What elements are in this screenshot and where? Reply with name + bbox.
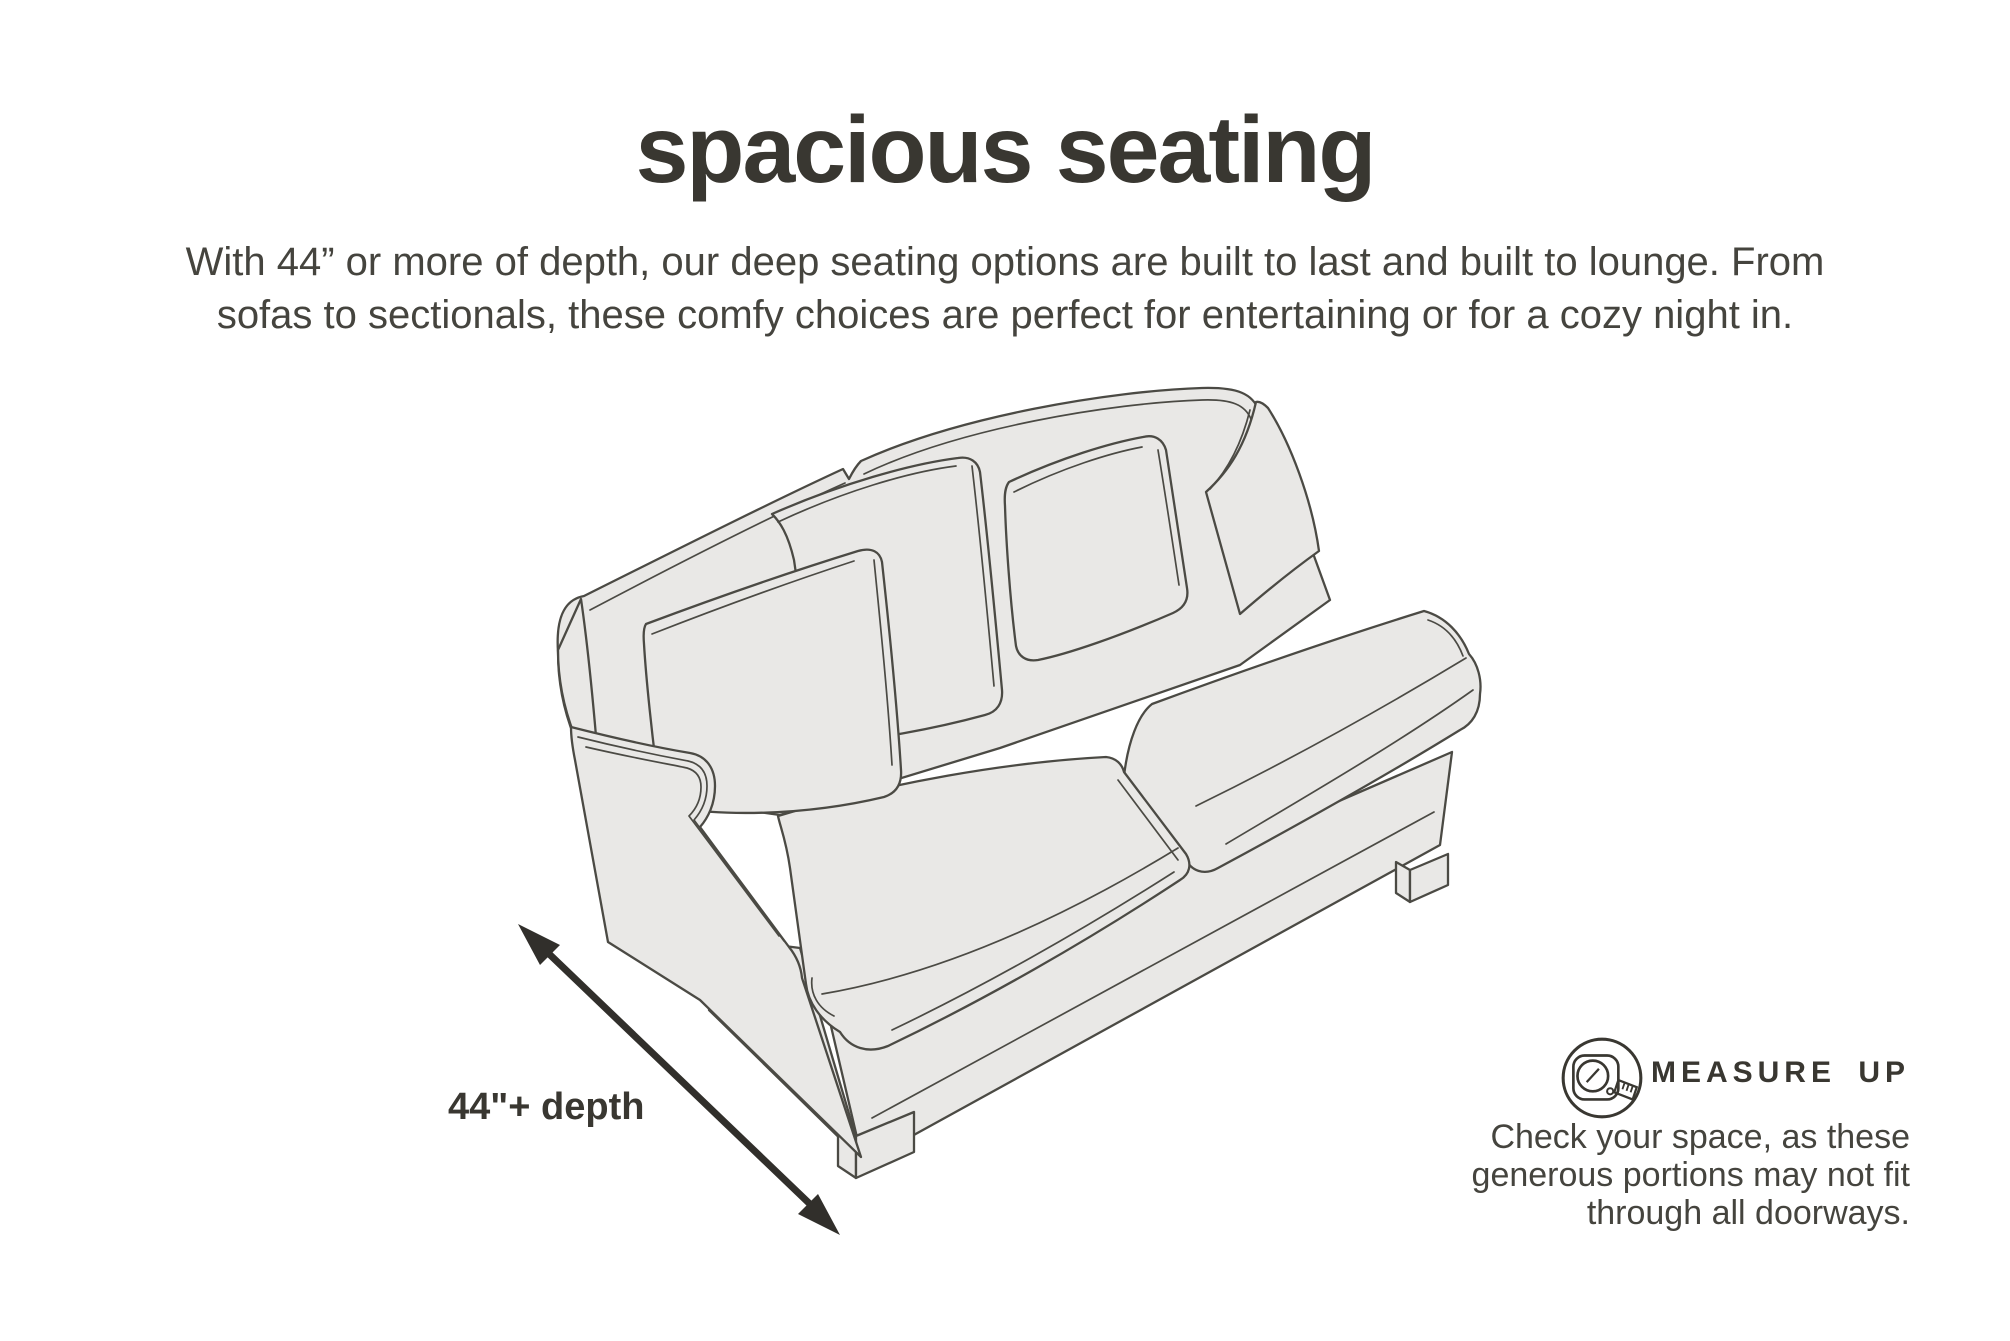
measure-up-heading: MEASURE UP xyxy=(1650,1056,1910,1089)
intro-line-1: With 44” or more of depth, our deep seating options are built to last and built to lounge. From xyxy=(185,240,1825,284)
measure-up-note xyxy=(1470,1118,1910,1232)
measure-up-section xyxy=(1470,1056,1910,1232)
depth-dimension-label: 44"+ depth xyxy=(448,1086,645,1128)
intro-line-2: sofas to sectionals, these comfy choices are perfect for entertaining or for a cozy night in. xyxy=(216,293,1794,337)
measure-up-note-line-1: Check your space, as these xyxy=(1490,1118,1910,1156)
page-title: spacious seating xyxy=(635,97,1375,203)
measure-up-note-line-2: generous portions may not fit xyxy=(1471,1156,1910,1194)
measure-up-note-line-3: through all doorways. xyxy=(1586,1194,1910,1232)
